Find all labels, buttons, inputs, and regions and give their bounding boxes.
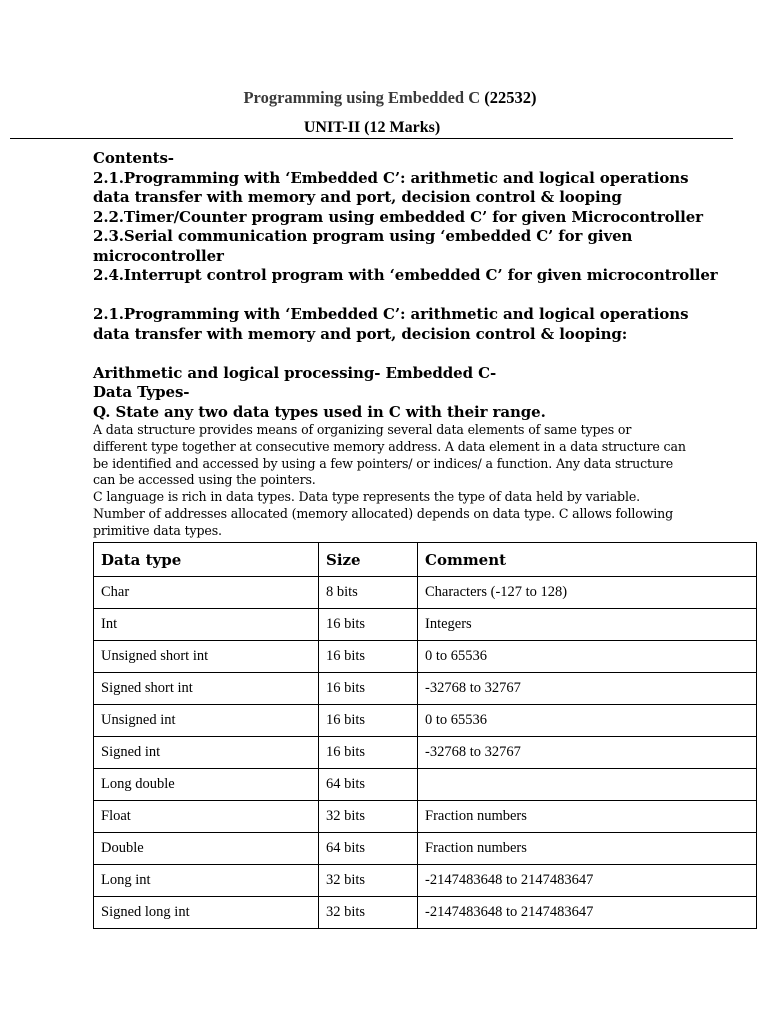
cell-comment: -2147483648 to 2147483647 [418, 865, 757, 897]
cell-size: 8 bits [319, 577, 418, 609]
table-row [94, 865, 757, 897]
unit-title: UNIT-II (12 Marks) [303, 119, 441, 136]
cell-size: 64 bits [319, 769, 418, 801]
cell-data-type: Unsigned short int [94, 641, 319, 673]
cell-size: 32 bits [319, 865, 418, 897]
cell-data-type: Signed long int [94, 897, 319, 929]
question: Q. State any two data types used in C with their range. [93, 402, 546, 421]
cell-data-type: Char [94, 577, 319, 609]
table-row [94, 609, 757, 641]
contents-item: microcontroller [93, 246, 224, 265]
cell-data-type: Double [94, 833, 319, 865]
paragraph-line: different type together at consecutive memory address. A data element in a data structure can [93, 438, 686, 454]
cell-comment: Fraction numbers [418, 801, 757, 833]
cell-size: 16 bits [319, 737, 418, 769]
cell-size: 16 bits [319, 609, 418, 641]
cell-comment: 0 to 65536 [418, 641, 757, 673]
paragraph-line: primitive data types. [93, 522, 222, 538]
cell-comment: -32768 to 32767 [418, 673, 757, 705]
table-row [94, 769, 757, 801]
paragraph-line: C language is rich in data types. Data type represents the type of data held by variable. [93, 489, 640, 505]
cell-comment: 0 to 65536 [418, 705, 757, 737]
table-row [94, 641, 757, 673]
table-header-row [94, 543, 757, 577]
cell-data-type: Int [94, 609, 319, 641]
document-title [0, 88, 768, 108]
cell-size: 16 bits [319, 641, 418, 673]
table-row [94, 897, 757, 929]
contents-item: 2.3.Serial communication program using ‘embedded C’ for given [93, 227, 633, 245]
course-code: (22532) [484, 88, 537, 107]
paragraph-line: can be accessed using the pointers. [93, 472, 316, 488]
cell-data-type: Long double [94, 769, 319, 801]
contents-item: 2.4.Interrupt control program with ‘embedded C’ for given microcontroller [93, 266, 718, 284]
table-row [94, 705, 757, 737]
document-body [93, 149, 753, 540]
subheading: Arithmetic and logical processing- Embedded C- [93, 363, 497, 382]
cell-size: 32 bits [319, 897, 418, 929]
header-divider [10, 138, 733, 139]
table-row [94, 833, 757, 865]
cell-size: 16 bits [319, 673, 418, 705]
cell-data-type: Float [94, 801, 319, 833]
contents-item: data transfer with memory and port, decision control & looping [93, 188, 622, 206]
header-data-type: Data type [94, 543, 319, 577]
cell-size: 64 bits [319, 833, 418, 865]
cell-data-type: Signed short int [94, 673, 319, 705]
cell-comment: Fraction numbers [418, 833, 757, 865]
table-row [94, 673, 757, 705]
header-comment: Comment [418, 543, 757, 577]
cell-data-type: Long int [94, 865, 319, 897]
data-types-table [93, 542, 757, 929]
contents-heading: Contents- [93, 149, 174, 167]
cell-data-type: Signed int [94, 737, 319, 769]
cell-comment: Characters (-127 to 128) [418, 577, 757, 609]
paragraph-line: Number of addresses allocated (memory allocated) depends on data type. C allows following [93, 505, 674, 521]
cell-comment: -32768 to 32767 [418, 737, 757, 769]
cell-size: 16 bits [319, 705, 418, 737]
cell-comment: Integers [418, 609, 757, 641]
title-text: Programming using Embedded C [243, 88, 481, 107]
cell-comment [418, 769, 757, 801]
section-heading: data transfer with memory and port, decision control & looping: [93, 324, 628, 343]
section-heading: 2.1.Programming with ‘Embedded C’: arithmetic and logical operations [93, 305, 689, 323]
cell-comment: -2147483648 to 2147483647 [418, 897, 757, 929]
contents-item: 2.2.Timer/Counter program using embedded C’ for given Microcontroller [93, 207, 703, 226]
data-types-heading: Data Types- [93, 383, 190, 401]
paragraph-line: A data structure provides means of organizing several data elements of same types or [93, 422, 632, 437]
table-row [94, 737, 757, 769]
contents-item: 2.1.Programming with ‘Embedded C’: arithmetic and logical operations [93, 168, 689, 187]
table-row [94, 577, 757, 609]
cell-data-type: Unsigned int [94, 705, 319, 737]
paragraph-line: be identified and accessed by using a few pointers/ or indices/ a function. Any data structure [93, 455, 674, 471]
table-row [94, 801, 757, 833]
cell-size: 32 bits [319, 801, 418, 833]
header-size: Size [319, 543, 418, 577]
